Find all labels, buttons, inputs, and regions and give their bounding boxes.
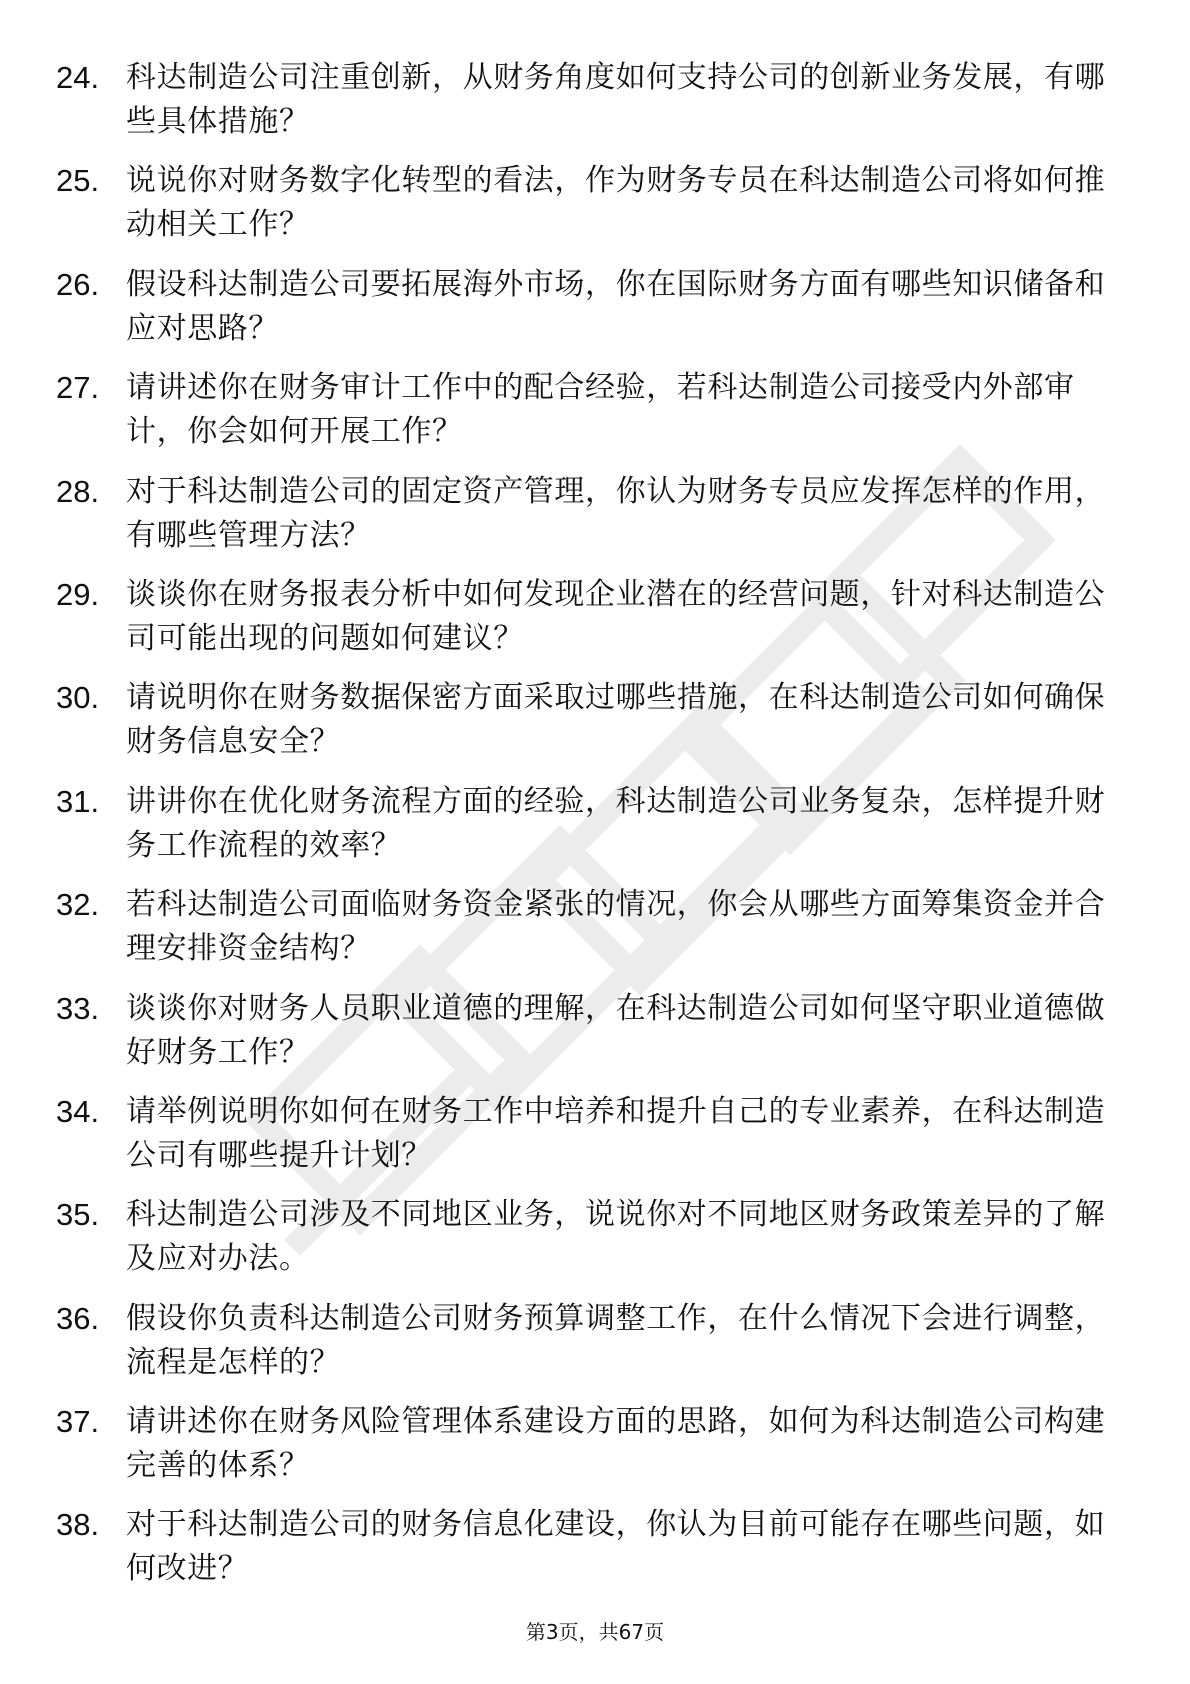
question-number: 26.	[56, 266, 100, 302]
question-item	[0, 1392, 1190, 1495]
question-item	[0, 1495, 1190, 1598]
question-text: 科达制造公司注重创新，从财务角度如何支持公司的创新业务发展，有哪些具体措施？	[126, 60, 1106, 139]
question-item	[0, 1289, 1190, 1392]
question-number: 32.	[56, 887, 100, 923]
question-number: 27.	[56, 370, 100, 406]
question-text: 若科达制造公司面临财务资金紧张的情况，你会从哪些方面筹集资金并合理安排资金结构？	[126, 887, 1106, 967]
question-text: 假设你负责科达制造公司财务预算调整工作，在什么情况下会进行调整，流程是怎样的？	[126, 1300, 1106, 1380]
question-text: 说说你对财务数字化转型的看法，作为财务专员在科达制造公司将如何推动相关工作？	[126, 163, 1106, 243]
page-footer	[0, 1618, 1190, 1646]
question-number: 38.	[56, 1507, 100, 1543]
question-number: 30.	[56, 680, 100, 716]
question-number: 25.	[56, 163, 100, 199]
question-number: 29.	[56, 576, 100, 612]
question-number: 36.	[56, 1300, 100, 1336]
question-text: 讲讲你在优化财务流程方面的经验，科达制造公司业务复杂，怎样提升财务工作流程的效率？	[126, 783, 1106, 863]
question-number: 31.	[56, 783, 100, 819]
question-text: 请讲述你在财务风险管理体系建设方面的思路，如何为科达制造公司构建完善的体系？	[126, 1404, 1106, 1484]
question-text: 对于科达制造公司的财务信息化建设，你认为目前可能存在哪些问题，如何改进？	[126, 1507, 1106, 1587]
question-number: 35.	[56, 1197, 100, 1233]
question-text: 谈谈你在财务报表分析中如何发现企业潜在的经营问题，针对科达制造公司可能出现的问题如何建议？	[126, 576, 1106, 656]
question-text: 谈谈你对财务人员职业道德的理解，在科达制造公司如何坚守职业道德做好财务工作？	[126, 990, 1106, 1070]
question-text: 请说明你在财务数据保密方面采取过哪些措施，在科达制造公司如何确保财务信息安全？	[126, 680, 1106, 760]
question-number: 24.	[56, 60, 100, 95]
question-item	[0, 1082, 1190, 1185]
question-number: 37.	[56, 1404, 100, 1440]
question-number: 28.	[56, 473, 100, 509]
question-item	[0, 565, 1190, 668]
question-item	[0, 358, 1190, 461]
page-number-label: 第3页，共67页	[525, 1620, 665, 1644]
question-text: 请举例说明你如何在财务工作中培养和提升自己的专业素养，在科达制造公司有哪些提升计划？	[126, 1093, 1106, 1173]
question-text: 假设科达制造公司要拓展海外市场，你在国际财务方面有哪些知识储备和应对思路？	[126, 266, 1106, 346]
question-item	[0, 772, 1190, 875]
question-item	[0, 462, 1190, 565]
question-number: 34.	[56, 1093, 100, 1129]
question-item	[0, 979, 1190, 1082]
question-item	[0, 668, 1190, 771]
question-text: 对于科达制造公司的固定资产管理，你认为财务专员应发挥怎样的作用，有哪些管理方法？	[126, 473, 1106, 553]
question-text: 科达制造公司涉及不同地区业务，说说你对不同地区财务政策差异的了解及应对办法。	[126, 1197, 1106, 1277]
question-number: 33.	[56, 990, 100, 1026]
question-text: 请讲述你在财务审计工作中的配合经验，若科达制造公司接受内外部审计，你会如何开展工作？	[126, 370, 1075, 450]
question-item	[0, 1185, 1190, 1288]
question-list	[0, 48, 1190, 1599]
question-item	[0, 875, 1190, 978]
question-item	[0, 255, 1190, 358]
question-item	[0, 48, 1190, 151]
question-item	[0, 151, 1190, 254]
